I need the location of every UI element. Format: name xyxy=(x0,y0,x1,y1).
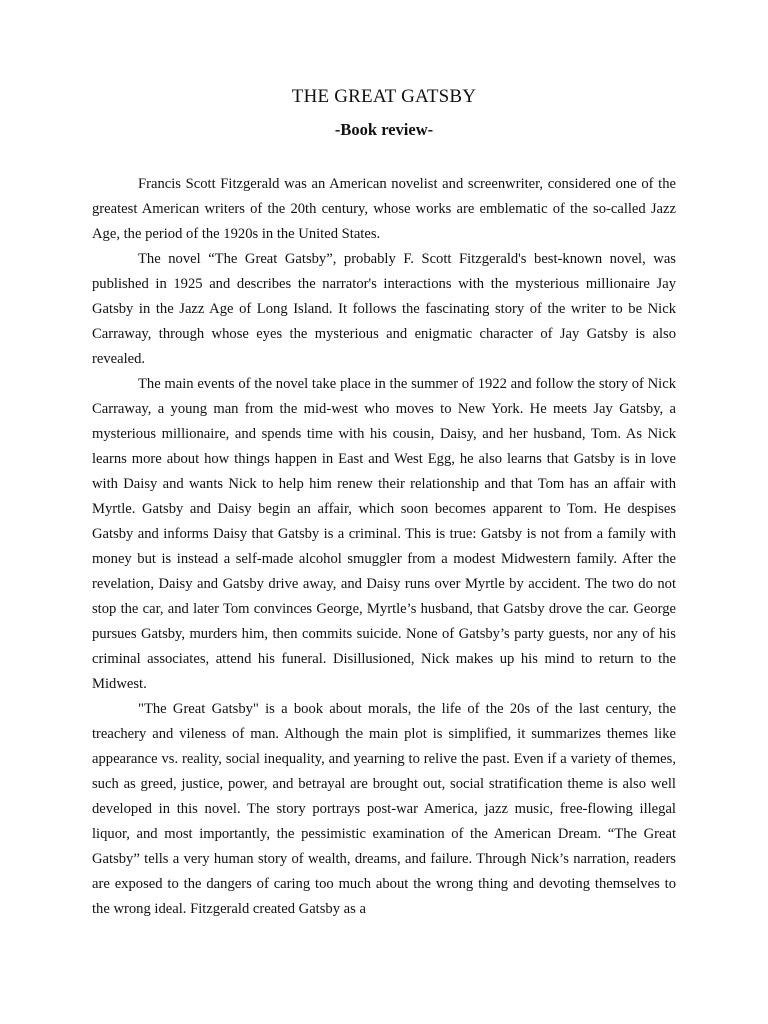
paragraph-2: The novel “The Great Gatsby”, probably F. Scott Fitzgerald's best-known novel, was published in 1925 and describes the narrator's interactions with the mysterious millionaire Jay Gatsby in the Jazz Age of Long Island. It follows the fascinating story of the writer to be Nick Carraway, through whose eyes the mysterious and enigmatic character of Jay Gatsby is also revealed. xyxy=(92,251,676,367)
document-title: THE GREAT GATSBY xyxy=(291,86,477,107)
paragraph-1: Francis Scott Fitzgerald was an American novelist and screenwriter, considered one of the greatest American writers of the 20th century, whose works are emblematic of the so-called Jazz Age, the period of the 1920s in the United States. xyxy=(92,176,676,242)
document-subtitle: -Book review- xyxy=(334,120,434,139)
document-body xyxy=(92,172,676,922)
paragraph-4: "The Great Gatsby" is a book about morals, the life of the 20s of the last century, the treachery and vileness of man. Although the main plot is simplified, it summarizes themes like appearance vs. reality, social inequality, and yearning to relive the past. Even if a variety of themes, such as greed, justice, power, and betrayal are brought out, social stratification theme is also well developed in this novel. The story portrays post-war America, jazz music, free-flowing illegal liquor, and most importantly, the pessimistic examination of the American Dream. “The Great Gatsby” tells a very human story of wealth, dreams, and failure. Through Nick’s narration, readers are exposed to the dangers of caring too much about the wrong thing and devoting themselves to the wrong ideal. Fitzgerald created Gatsby as a xyxy=(92,701,676,917)
paragraph-3: The main events of the novel take place in the summer of 1922 and follow the story of Nick Carraway, a young man from the mid-west who moves to New York. He meets Jay Gatsby, a mysterious millionaire, and spends time with his cousin, Daisy, and her husband, Tom. As Nick learns more about how things happen in East and West Egg, he also learns that Gatsby is in love with Daisy and wants Nick to help him renew their relationship and that Tom has an affair with Myrtle. Gatsby and Daisy begin an affair, which soon becomes apparent to Tom. He despises Gatsby and informs Daisy that Gatsby is a criminal. This is true: Gatsby is not from a family with money but is instead a self-made alcohol smuggler from a modest Midwestern family. After the revelation, Daisy and Gatsby drive away, and Daisy runs over Myrtle by accident. The two do not stop the car, and later Tom convinces George, Myrtle’s husband, that Gatsby drove the car. George pursues Gatsby, murders him, then commits suicide. None of Gatsby’s party guests, nor any of his criminal associates, attend his funeral. Disillusioned, Nick makes up his mind to return to the Midwest. xyxy=(92,376,676,692)
